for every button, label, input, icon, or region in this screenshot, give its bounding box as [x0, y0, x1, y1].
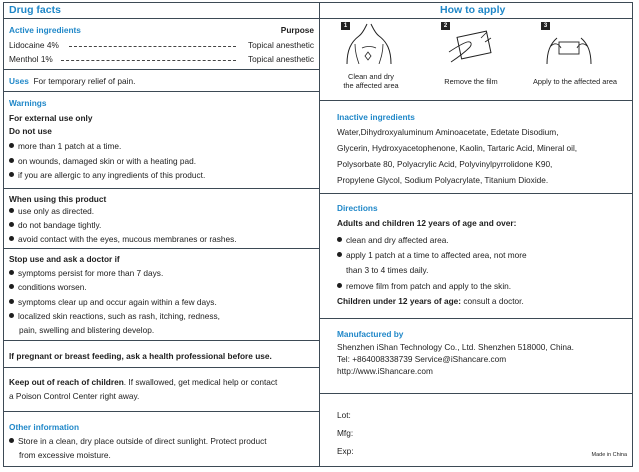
other-info-label: Other information [9, 422, 80, 432]
step-1-illustration [341, 22, 397, 64]
divider [3, 411, 319, 412]
directions-label: Directions [337, 203, 378, 213]
list-item: symptoms persist for more than 7 days. [9, 268, 163, 278]
list-item: apply 1 patch at a time to affected area, not more [337, 250, 527, 260]
bullet-icon [9, 208, 14, 213]
mfg-label: Mfg: [337, 428, 354, 438]
bullet-icon [9, 158, 14, 163]
pregnant-warning: If pregnant or breast feeding, ask a health professional before use. [9, 351, 272, 361]
drug-facts-title: Drug facts [9, 4, 61, 16]
adults-heading: Adults and children 12 years of age and over: [337, 218, 517, 228]
dotted-leader [61, 60, 236, 61]
divider [319, 193, 633, 194]
inactive-line: Polysorbate 80, Polyacrylic Acid, Polyvinylpyrrolidone K90, [337, 159, 553, 169]
list-item: conditions worsen. [9, 282, 87, 292]
purpose-label: Purpose [280, 25, 314, 35]
ingredient-purpose: Topical anesthetic [248, 40, 314, 50]
uses-label: Uses [9, 76, 29, 86]
divider [3, 69, 319, 70]
children-line [337, 296, 524, 306]
step-number: 2 [441, 22, 450, 30]
ingredient-name: Lidocaine 4% [9, 40, 59, 50]
children-rest: consult a doctor. [461, 296, 524, 306]
step-number: 1 [341, 22, 350, 30]
list-item-continuation: from excessive moisture. [19, 450, 111, 460]
divider [3, 91, 319, 92]
divider [3, 367, 319, 368]
list-item: remove film from patch and apply to the skin. [337, 281, 511, 291]
list-item: if you are allergic to any ingredients of this product. [9, 170, 205, 180]
step-2-illustration [441, 22, 497, 64]
bullet-icon [337, 237, 342, 242]
list-item: avoid contact with the eyes, mucous membranes or rashes. [9, 234, 237, 244]
keep-out-bold: Keep out of reach of children [9, 377, 124, 387]
divider [3, 340, 319, 341]
how-to-apply-title: How to apply [440, 4, 506, 16]
list-item: more than 1 patch at a time. [9, 141, 121, 151]
divider [3, 188, 319, 189]
bullet-icon [9, 299, 14, 304]
divider [319, 393, 633, 394]
list-item: use only as directed. [9, 206, 94, 216]
step-caption: Remove the film [444, 77, 498, 86]
list-item: on wounds, damaged skin or with a heating pad. [9, 156, 196, 166]
keep-out-rest: . If swallowed, get medical help or contact [123, 377, 278, 387]
external-use-text: For external use only [9, 113, 93, 123]
uses-text: For temporary relief of pain. [33, 76, 136, 86]
list-item-continuation: than 3 to 4 times daily. [346, 265, 429, 275]
inactive-line: Propylene Glycol, Sodium Polyacrylate, Titanium Dioxide. [337, 175, 549, 185]
ingredient-name: Menthol 1% [9, 54, 53, 64]
manufacturer-line: http://www.iShancare.com [337, 366, 433, 376]
list-item: symptoms clear up and occur again within a few days. [9, 297, 217, 307]
column-divider [319, 2, 320, 467]
children-bold: Children under 12 years of age: [337, 296, 462, 306]
bullet-icon [9, 236, 14, 241]
manufacturer-line: Tel: +864008338739 Service@iShancare.com [337, 354, 507, 364]
bullet-icon [9, 270, 14, 275]
ingredient-purpose: Topical anesthetic [248, 54, 314, 64]
keep-out-line [9, 377, 277, 387]
step-caption: Clean and dry the affected area [343, 72, 399, 90]
bullet-icon [9, 284, 14, 289]
list-item: Store in a clean, dry place outside of direct sunlight. Protect product [9, 436, 267, 446]
step-number: 3 [541, 22, 550, 30]
divider [3, 248, 319, 249]
manufacturer-line: Shenzhen iShan Technology Co., Ltd. Shenzhen 518000, China. [337, 342, 574, 352]
uses-line [9, 76, 135, 86]
bullet-icon [9, 172, 14, 177]
list-item: do not bandage tightly. [9, 220, 101, 230]
list-item: localized skin reactions, such as rash, itching, redness, [9, 311, 220, 321]
active-ingredients-label: Active ingredients [9, 25, 81, 35]
when-using-heading: When using this product [9, 194, 107, 204]
divider [319, 318, 633, 319]
bullet-icon [337, 252, 342, 257]
lot-label: Lot: [337, 410, 351, 420]
step-3-illustration [541, 22, 597, 64]
manufactured-by-label: Manufactured by [337, 329, 404, 339]
inactive-line: Water,Dihydroxyaluminum Aminoacetate, Edetate Disodium, [337, 127, 559, 137]
stop-use-heading: Stop use and ask a doctor if [9, 254, 120, 264]
divider [319, 100, 633, 101]
bullet-icon [9, 438, 14, 443]
do-not-use-heading: Do not use [9, 126, 52, 136]
bullet-icon [9, 143, 14, 148]
step-caption: Apply to the affected area [532, 77, 618, 86]
dotted-leader [69, 46, 236, 47]
bullet-icon [9, 222, 14, 227]
made-in-label: Made in China [591, 452, 627, 458]
inactive-ingredients-label: Inactive ingredients [337, 112, 415, 122]
bullet-icon [9, 313, 14, 318]
inactive-line: Glycerin, Hydroxyacetophenone, Kaolin, Tartaric Acid, Mineral oil, [337, 143, 578, 153]
keep-out-line-2: a Poison Control Center right away. [9, 391, 140, 401]
bullet-icon [337, 283, 342, 288]
exp-label: Exp: [337, 446, 354, 456]
list-item-continuation: pain, swelling and blistering develop. [19, 325, 155, 335]
divider [319, 18, 633, 19]
divider [3, 18, 319, 19]
list-item: clean and dry affected area. [337, 235, 449, 245]
warnings-label: Warnings [9, 98, 47, 108]
